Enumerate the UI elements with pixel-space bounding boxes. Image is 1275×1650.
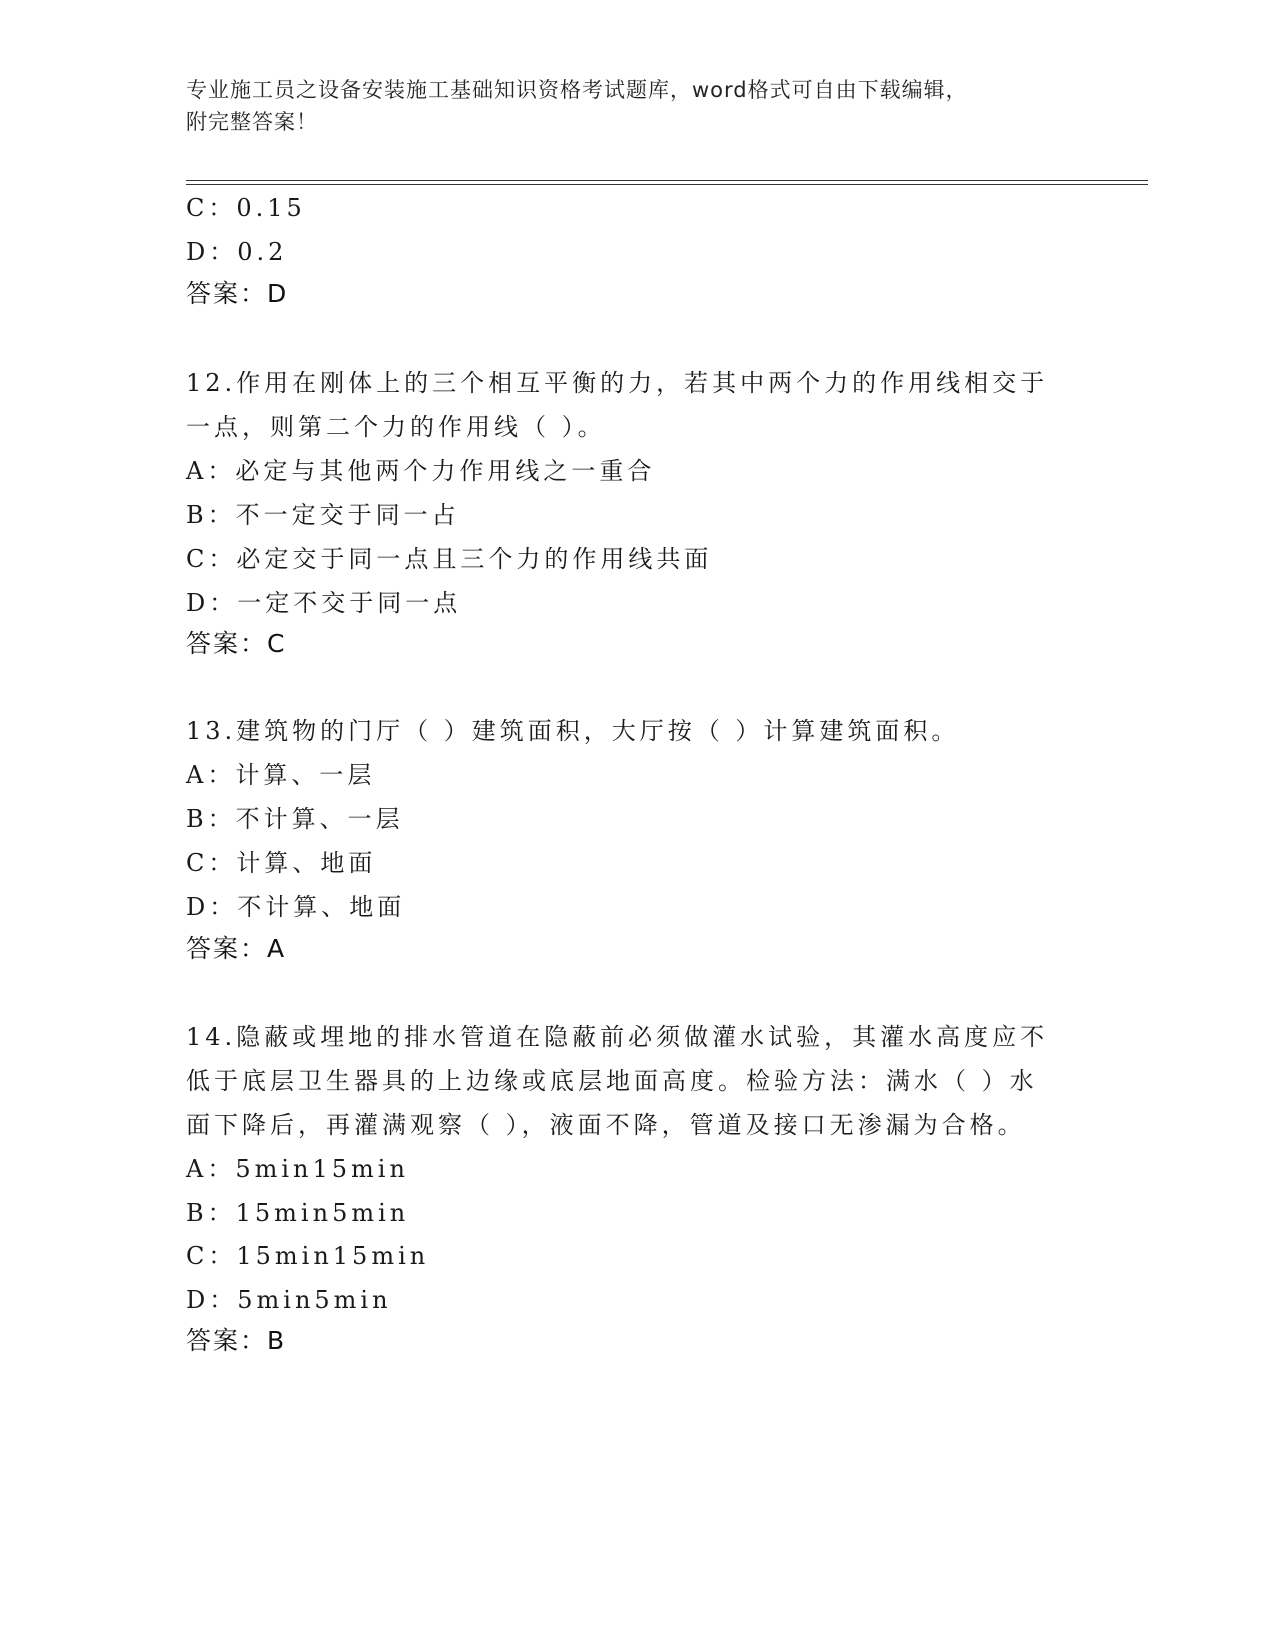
prev-option-c: C：0.15 [186, 194, 306, 222]
q14-answer: 答案：B [186, 1326, 287, 1355]
q12-stem-line1: 12.作用在刚体上的三个相互平衡的力，若其中两个力的作用线相交于 [186, 369, 1049, 397]
page-header [186, 74, 1066, 138]
q12-option-b: B：不一定交于同一占 [186, 501, 460, 529]
q13-option-d: D：不计算、地面 [186, 893, 406, 921]
q13-answer: 答案：A [186, 934, 287, 963]
q12-option-c: C：必定交于同一点且三个力的作用线共面 [186, 545, 713, 573]
header-divider [186, 180, 1148, 185]
q12-option-d: D：一定不交于同一点 [186, 589, 462, 617]
q14-stem-line1: 14.隐蔽或埋地的排水管道在隐蔽前必须做灌水试验，其灌水高度应不 [186, 1023, 1049, 1051]
header-title-line1: 专业施工员之设备安装施工基础知识资格考试题库，word格式可自由下载编辑， [186, 78, 968, 102]
q12-option-a: A：必定与其他两个力作用线之一重合 [186, 457, 656, 485]
q14-option-d: D：5min5min [186, 1286, 392, 1314]
prev-answer: 答案：D [186, 279, 289, 308]
q14-option-c: C：15min15min [186, 1242, 430, 1270]
q14-option-a: A：5min15min [186, 1155, 409, 1183]
prev-option-d: D：0.2 [186, 238, 288, 266]
q13-option-c: C：计算、地面 [186, 849, 377, 877]
q14-option-b: B：15min5min [186, 1199, 410, 1227]
q12-answer: 答案：C [186, 629, 287, 658]
q12-stem-line2: 一点，则第二个力的作用线（ ）。 [186, 413, 606, 441]
q14-stem-line2: 低于底层卫生器具的上边缘或底层地面高度。检验方法：满水（ ）水 [186, 1067, 1038, 1095]
q14-stem-line3: 面下降后，再灌满观察（ ），液面不降，管道及接口无渗漏为合格。 [186, 1111, 1026, 1139]
header-title-line2: 附完整答案！ [186, 110, 318, 134]
q13-option-b: B：不计算、一层 [186, 805, 404, 833]
q13-stem-line1: 13.建筑物的门厅（ ）建筑面积，大厅按（ ）计算建筑面积。 [186, 717, 960, 745]
q13-option-a: A：计算、一层 [186, 761, 376, 789]
